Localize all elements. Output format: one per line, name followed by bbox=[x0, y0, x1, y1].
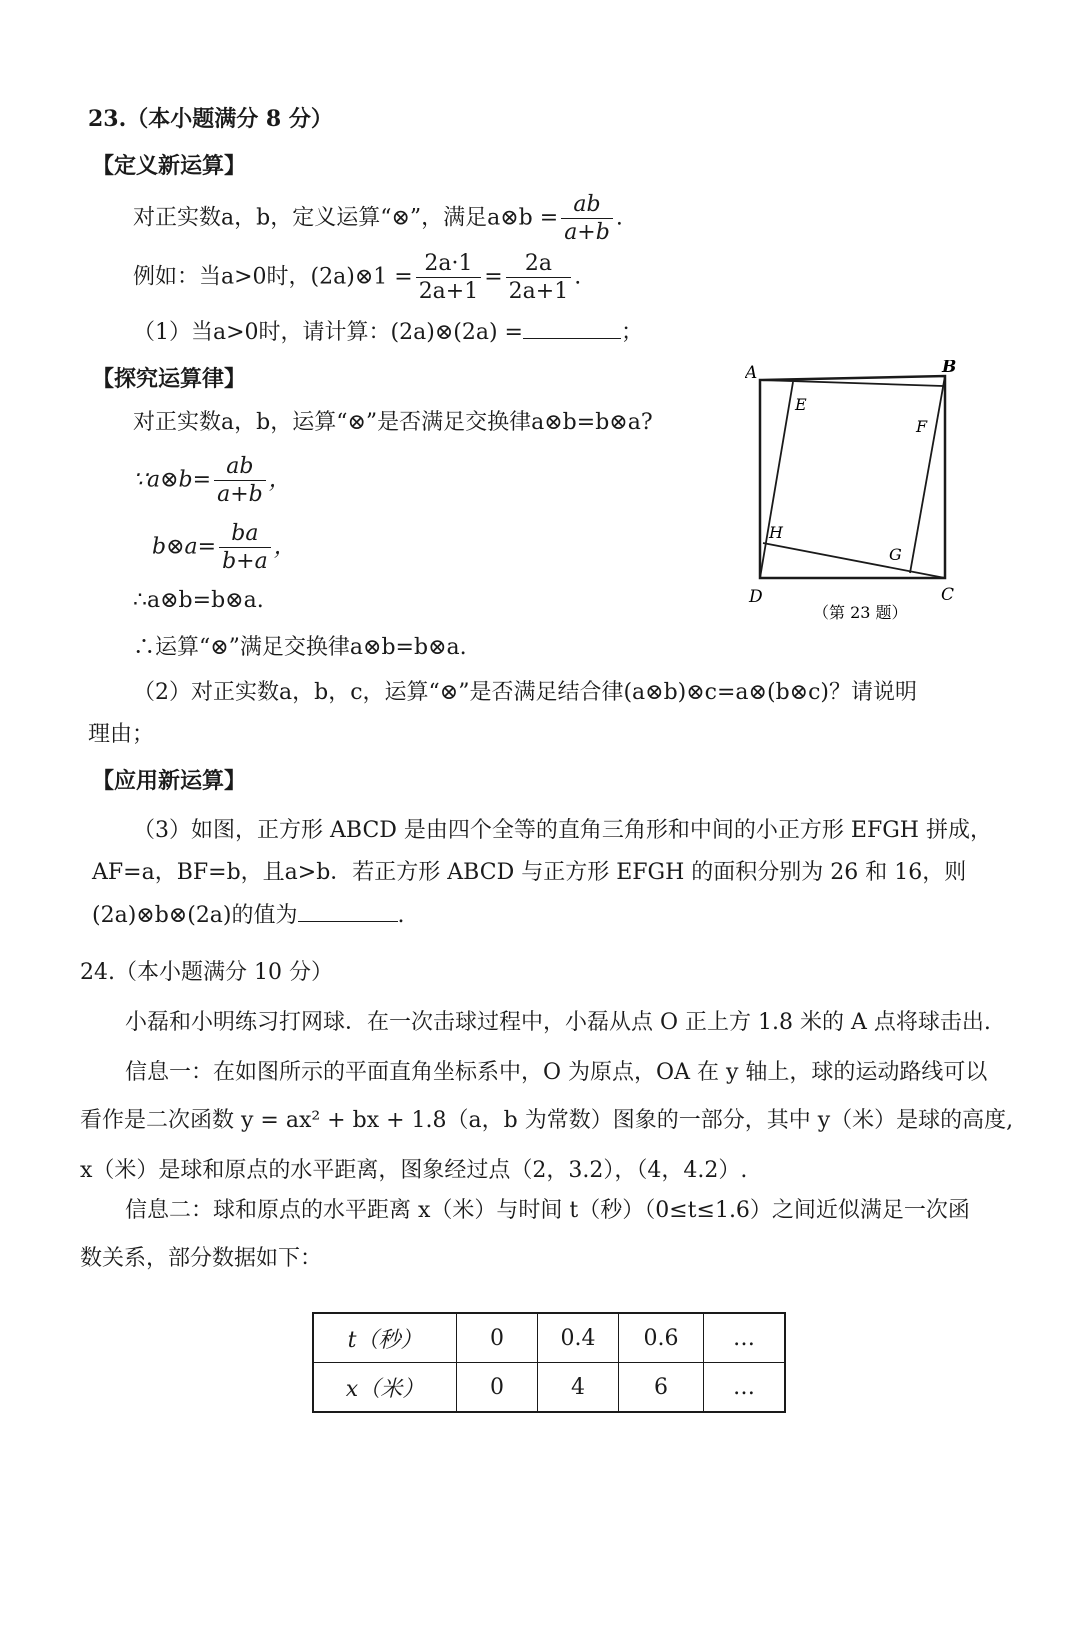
part3-line-3 bbox=[92, 903, 405, 927]
table-cell: 0 bbox=[457, 1313, 538, 1363]
therefore-line-1: ∴a⊗b=b⊗a. bbox=[133, 588, 264, 613]
b-otimes-a-denominator: b+a bbox=[222, 549, 268, 575]
example-denominator-2: 2a+1 bbox=[508, 279, 569, 305]
part1-text: （1）当a>0时，请计算：(2a)⊗(2a) = bbox=[133, 320, 523, 345]
part1-line bbox=[133, 320, 643, 344]
b-otimes-a-fraction bbox=[219, 522, 271, 573]
example-line bbox=[133, 252, 581, 303]
definition-text: 对正实数a，b，定义运算“⊗”，满足a⊗b = bbox=[133, 205, 559, 231]
because-numerator: ab bbox=[214, 455, 266, 481]
table-cell: t（秒） bbox=[313, 1313, 457, 1363]
label-f: F bbox=[916, 417, 928, 436]
example-text: 例如：当a>0时，(2a)⊗1 = bbox=[133, 264, 413, 290]
q24-line-3: 看作是二次函数 y = ax² + bx + 1.8（a，b 为常数）图象的一部分，其中 y（米）是球的高度, bbox=[80, 1108, 1014, 1133]
part3-end: . bbox=[397, 903, 405, 928]
because-text: ∵a⊗b= bbox=[133, 467, 212, 493]
label-c: C bbox=[941, 585, 955, 605]
part1-end: ； bbox=[620, 320, 643, 345]
q23-header: 23.（本小题满分 8 分） bbox=[88, 106, 333, 132]
definition-denominator: a+b bbox=[564, 220, 610, 246]
b-otimes-a-line bbox=[152, 522, 296, 573]
example-end: . bbox=[574, 264, 582, 290]
label-a: A bbox=[745, 363, 758, 383]
table-cell: … bbox=[704, 1313, 786, 1363]
example-fraction-1 bbox=[416, 252, 482, 303]
q24-line-1: 小磊和小明练习打网球．在一次击球过程中，小磊从点 O 正上方 1.8 米的 A 点将球击出. bbox=[125, 1010, 991, 1035]
square-figure bbox=[745, 360, 975, 630]
example-denominator-1: 2a+1 bbox=[418, 279, 479, 305]
q24-line-6: 数关系，部分数据如下： bbox=[80, 1246, 323, 1271]
b-otimes-a-text: b⊗a= bbox=[152, 534, 217, 560]
table-cell: 4 bbox=[538, 1363, 619, 1413]
label-h: H bbox=[769, 523, 783, 542]
because-end: ， bbox=[268, 467, 291, 493]
because-fraction bbox=[214, 455, 266, 506]
section-explore-laws: 【探究运算律】 bbox=[92, 366, 247, 392]
q24-header: 24.（本小题满分 10 分） bbox=[80, 960, 333, 985]
b-otimes-a-end: ， bbox=[273, 534, 296, 560]
section-apply-new-operation: 【应用新运算】 bbox=[92, 768, 247, 794]
part2-line-2: 理由； bbox=[88, 722, 155, 747]
line-bg bbox=[910, 376, 945, 573]
line-ch bbox=[763, 543, 945, 578]
commutative-question: 对正实数a，b，运算“⊗”是否满足交换律a⊗b=b⊗a? bbox=[133, 410, 653, 435]
label-d: D bbox=[749, 587, 763, 607]
b-otimes-a-numerator: ba bbox=[219, 522, 271, 548]
part3-answer-blank[interactable] bbox=[298, 903, 398, 922]
therefore-line-2: ∴运算“⊗”满足交换律a⊗b=b⊗a. bbox=[133, 635, 467, 660]
because-line bbox=[133, 455, 291, 506]
definition-end: . bbox=[615, 205, 623, 231]
figure-caption: （第 23 题） bbox=[813, 603, 908, 622]
part3-line-1: （3）如图，正方形 ABCD 是由四个全等的直角三角形和中间的小正方形 EFGH 拼成， bbox=[133, 818, 992, 843]
definition-fraction bbox=[561, 193, 613, 244]
q24-line-2: 信息一：在如图所示的平面直角坐标系中，O 为原点，OA 在 y 轴上，球的运动路线可以 bbox=[125, 1060, 988, 1085]
line-af bbox=[760, 380, 943, 386]
table-cell: 0 bbox=[457, 1363, 538, 1413]
q24-line-4: x（米）是球和原点的水平距离，图象经过点（2，3.2），（4，4.2）. bbox=[80, 1158, 748, 1183]
label-g: G bbox=[889, 545, 902, 564]
part3-line-2: AF=a，BF=b，且a>b．若正方形 ABCD 与正方形 EFGH 的面积分别为 26 和 16，则 bbox=[92, 860, 967, 885]
part2-line-1: （2）对正实数a，b，c，运算“⊗”是否满足结合律(a⊗b)⊗c=a⊗(b⊗c)？请说明 bbox=[133, 680, 917, 705]
section-define-new-operation: 【定义新运算】 bbox=[92, 153, 247, 179]
table-cell: 6 bbox=[619, 1363, 704, 1413]
example-fraction-2 bbox=[506, 252, 572, 303]
table-cell: … bbox=[704, 1363, 786, 1413]
time-distance-table bbox=[312, 1312, 786, 1413]
label-e: E bbox=[795, 395, 807, 414]
table-row bbox=[313, 1363, 785, 1413]
because-denominator: a+b bbox=[217, 482, 263, 508]
table-cell: x（米） bbox=[313, 1363, 457, 1413]
definition-numerator: ab bbox=[561, 193, 613, 219]
example-numerator-2: 2a bbox=[506, 252, 572, 278]
part3-text: (2a)⊗b⊗(2a)的值为 bbox=[92, 903, 298, 928]
table-row bbox=[313, 1313, 785, 1363]
definition-line bbox=[133, 193, 623, 244]
part1-answer-blank[interactable] bbox=[523, 320, 621, 339]
table-cell: 0.4 bbox=[538, 1313, 619, 1363]
label-b: B bbox=[942, 360, 957, 377]
q24-line-5: 信息二：球和原点的水平距离 x（米）与时间 t（秒）（0≤t≤1.6）之间近似满足一次函 bbox=[125, 1198, 970, 1223]
table-cell: 0.6 bbox=[619, 1313, 704, 1363]
example-numerator-1: 2a·1 bbox=[416, 252, 482, 278]
example-equals: = bbox=[484, 264, 503, 290]
